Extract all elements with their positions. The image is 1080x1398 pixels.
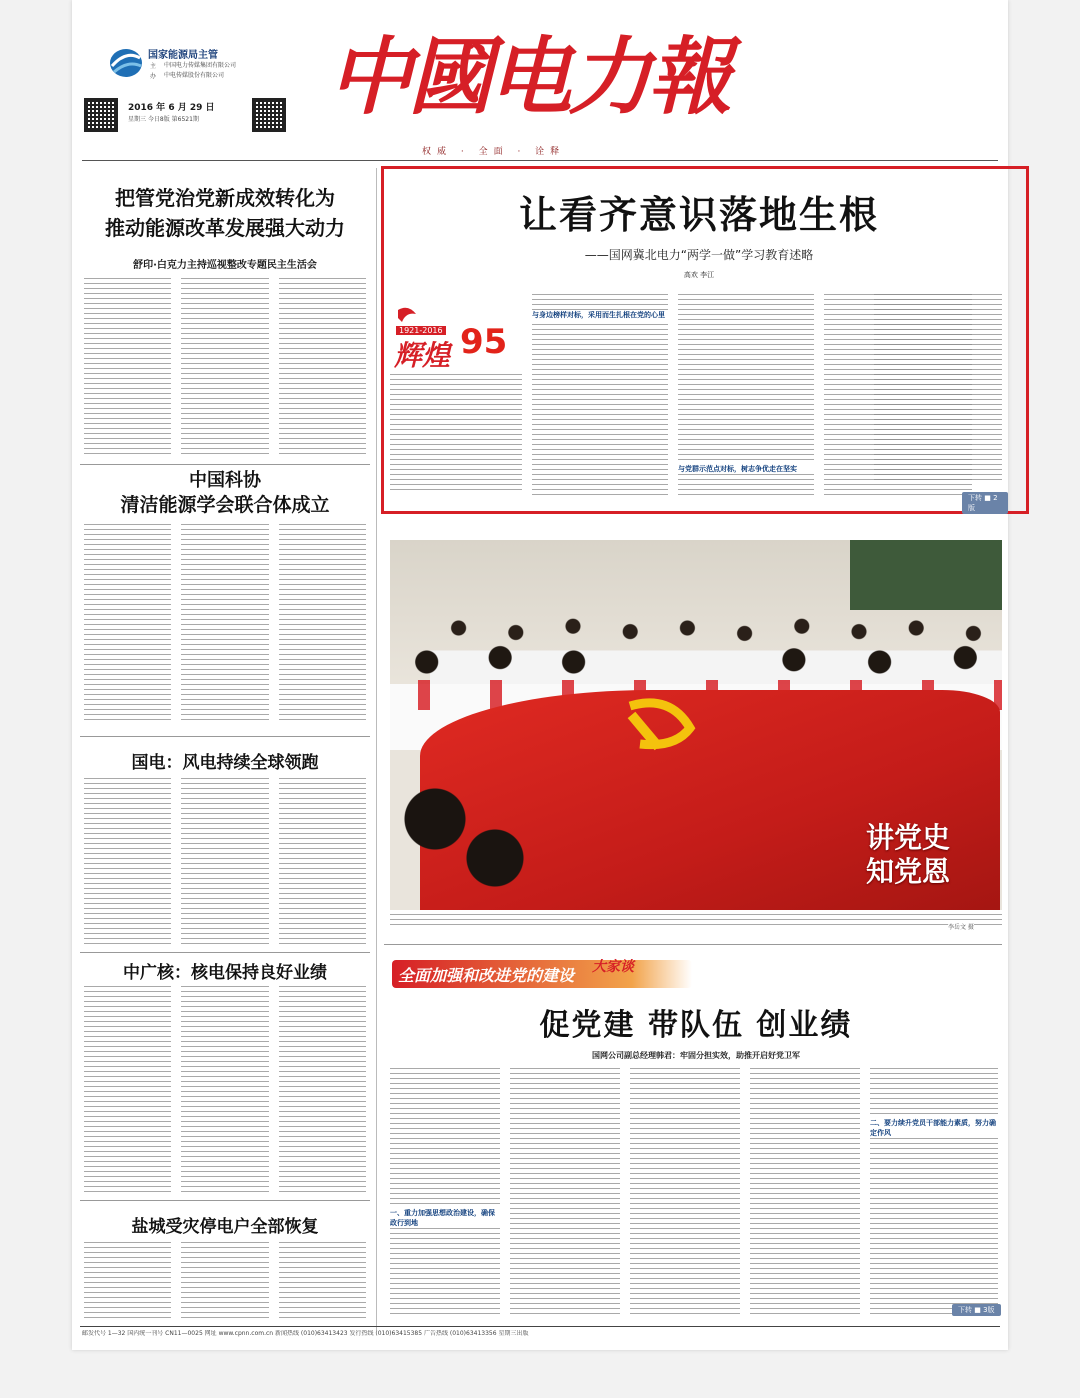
anniversary-badge	[390, 304, 522, 372]
article1-subtitle: 舒印·白克力主持巡视整改专题民主生活会	[133, 260, 317, 271]
badge-number: 95	[460, 322, 508, 362]
lead-subhead-2: 与党群示范点对标，树志争优走在坚实	[678, 464, 814, 474]
column-rule	[376, 168, 377, 1330]
photo-description	[390, 914, 1002, 928]
lead-title: 让看齐意识落地生根	[518, 192, 879, 237]
masthead-slogan: 权威 · 全面 · 诠释	[422, 147, 566, 157]
hammer-sickle-icon	[600, 698, 710, 758]
lead-subhead-1: 与身边榜样对标，采用而生扎根在党的心里	[532, 310, 668, 320]
lead-byline: 高欢 李江	[683, 271, 715, 279]
divider	[80, 464, 370, 465]
divider	[80, 952, 370, 953]
article5-title: 盐城受灾停电户全部恢复	[131, 1217, 319, 1237]
host-prefix: 主 办	[150, 63, 157, 80]
article4-body	[84, 986, 366, 1196]
lead-continue-tag: 下转 ■ 2版	[962, 492, 1008, 514]
lead-col-5	[874, 294, 1002, 484]
lead-col-1	[390, 374, 522, 494]
issue-line: 星期三 今日8版 第6521期	[128, 116, 199, 123]
article2-body	[84, 524, 366, 724]
sponsor-label: 国家能源局主管	[148, 50, 218, 61]
article1-title-2: 推动能源改革发展强大动力	[105, 216, 345, 240]
bottom-col-3	[630, 1068, 740, 1318]
qr-code-icon	[84, 98, 118, 132]
article1-title-1: 把管党治党新成效转化为	[115, 186, 335, 210]
bottom-subtitle: 国网公司副总经理韩君：牢固分担实效，助推开启好党卫军	[592, 1051, 800, 1060]
footer-divider	[80, 1326, 1000, 1327]
article2-title-2: 清洁能源学会联合体成立	[120, 494, 330, 516]
lead-subtitle: ——国网冀北电力“两学一做”学习教育述略	[584, 248, 814, 262]
article5-body	[84, 1242, 366, 1318]
masthead	[72, 0, 1008, 160]
article1-body	[84, 278, 366, 458]
bottom-col-2	[510, 1068, 620, 1318]
date-line: 2016 年 6 月 29 日	[128, 103, 215, 113]
bottom-col-5	[870, 1068, 998, 1318]
bottom-section-head-1: 一、重力加强思想政治建设，确保政行到地	[390, 1208, 500, 1228]
article2-title-1: 中国科协	[189, 470, 261, 491]
bottom-banner-text: 全面加强和改进党的建设	[398, 966, 575, 985]
bottom-col-1	[390, 1068, 500, 1318]
article4-title: 中广核：核电保持良好业绩	[123, 963, 327, 983]
bottom-banner-tag: 大家谈	[592, 959, 634, 975]
badge-text: 辉煌	[394, 339, 451, 372]
lead-col-2	[532, 294, 668, 496]
divider	[384, 944, 1002, 945]
kids-foreground	[390, 780, 540, 910]
masthead-divider	[82, 160, 998, 161]
divider	[80, 1200, 370, 1201]
photo-caption-1: 讲党史	[866, 821, 951, 854]
photo-caption-2: 知党恩	[866, 855, 951, 888]
qr-code-icon-2	[252, 98, 286, 132]
bottom-col-4	[750, 1068, 860, 1318]
divider	[80, 736, 370, 737]
bottom-section-head-2: 二、要力续升党员干部能力素质，努力确定作风	[870, 1119, 996, 1137]
photo-board	[850, 540, 1002, 610]
badge-years: 1921-2016	[396, 326, 446, 335]
news-photo	[390, 540, 1002, 910]
lead-article	[390, 172, 1008, 512]
article3-title: 国电：风电持续全球领跑	[131, 753, 319, 773]
left-column	[80, 168, 370, 1328]
footer-info: 邮发代号 1—32 国内统一刊号 CN11—0025 网址 www.cpnn.com.cn 新闻热线 (010)63413423 发行热线 (010)63415385 广告热线 (010)63413356 星期三出版	[82, 1330, 529, 1337]
article3-body	[84, 778, 366, 948]
newspaper-page	[72, 0, 1008, 1350]
masthead-title: 中國电力報	[328, 27, 729, 126]
host-label-2: 中电传媒股份有限公司	[164, 72, 225, 79]
host-label-1: 中国电力传媒集团有限公司	[164, 62, 237, 69]
bottom-title: 促党建 带队伍 创业绩	[539, 1008, 853, 1043]
bottom-banner	[392, 960, 692, 988]
bottom-continue-tag: 下转 ■ 3版	[952, 1304, 1001, 1316]
publisher-logo-icon	[108, 46, 144, 80]
photo-credit: 李岳文 摄	[948, 924, 974, 931]
